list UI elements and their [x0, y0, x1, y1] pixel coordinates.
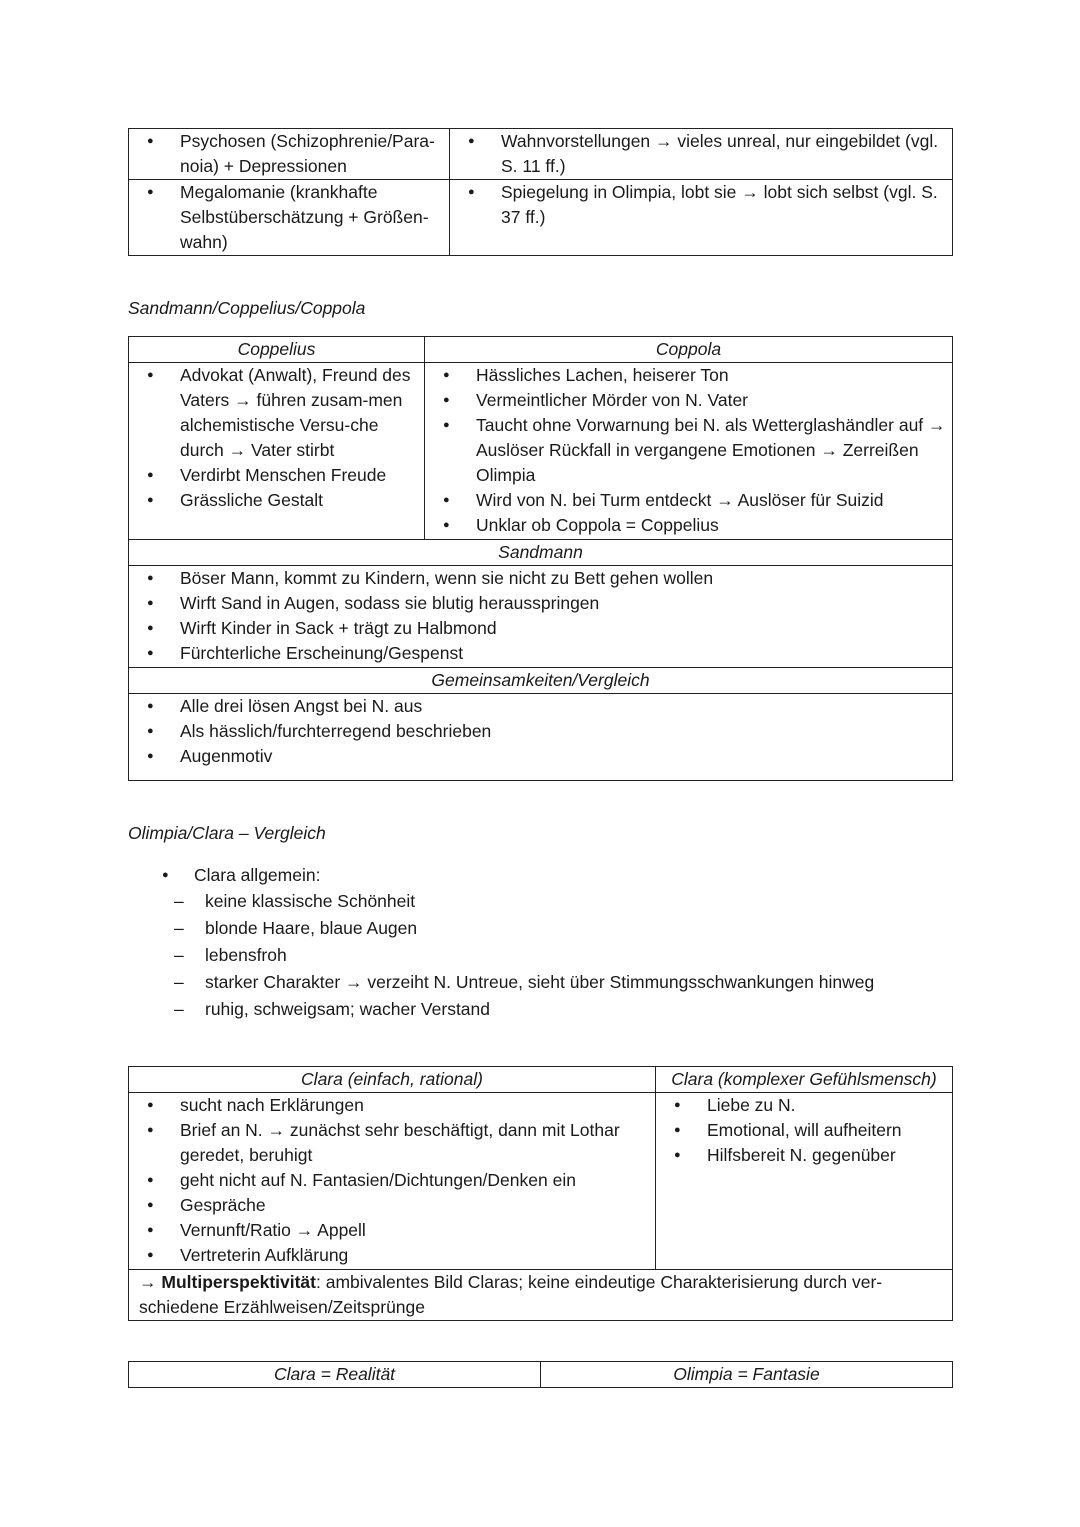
list-item: ● sucht nach Erklärungen [129, 1093, 655, 1118]
table-header-row [129, 668, 953, 694]
list-item: ● Wirft Sand in Augen, sodass sie blutig herausspringen [129, 591, 952, 616]
list-item: ● Als hässlich/furchterregend beschrieben [129, 719, 952, 744]
list-item: ● Emotional, will aufheitern [656, 1118, 952, 1143]
list-item: ● Hilfsbereit N. gegenüber [656, 1143, 952, 1168]
list-item: ● Vertreterin Aufklärung [129, 1243, 655, 1268]
conclusion-cell [129, 1270, 953, 1321]
list-item: ● Augenmotiv [129, 744, 952, 769]
table-row [129, 1093, 953, 1270]
clara-general [128, 863, 952, 1024]
list-item: – blonde Haare, blaue Augen [128, 916, 952, 943]
list-item: ● Gespräche [129, 1193, 655, 1218]
list-item: ● Psychosen (Schizophrenie/Para-noia) + Depressionen [129, 129, 449, 179]
section-heading-olimpia-clara: Olimpia/Clara – Vergleich [128, 823, 326, 843]
list-item: ● Hässliches Lachen, heiserer Ton [425, 363, 952, 388]
table-row [129, 180, 953, 256]
clara-reality-label: Clara = Realität [129, 1362, 541, 1388]
list-item: ● Wirft Kinder in Sack + trägt zu Halbmond [129, 616, 952, 641]
list-item: ● Verdirbt Menschen Freude [129, 463, 424, 488]
list-item: ● geht nicht auf N. Fantasien/Dichtungen/Denken ein [129, 1168, 655, 1193]
section-heading-sandmann: Sandmann/Coppelius/Coppola [128, 298, 366, 318]
list-item: – starker Charakter → verzeiht N. Untreue, sieht über Stimmungsschwankungen hinweg [128, 970, 952, 997]
bullet-icon: ● [162, 869, 169, 881]
olimpia-fantasy-label: Olimpia = Fantasie [541, 1362, 953, 1388]
coppelius-header: Coppelius [129, 337, 425, 363]
list-item: ● Unklar ob Coppola = Coppelius [425, 513, 952, 538]
list-item: ● Wahnvorstellungen → vieles unreal, nur eingebildet (vgl. S. 11 ff.) [450, 129, 952, 179]
list-item: – ruhig, schweigsam; wacher Verstand [128, 997, 952, 1024]
clara-emotional-header: Clara (komplexer Gefühlsmensch) [656, 1067, 953, 1093]
table-header-row [129, 337, 953, 363]
clara-general-label-row [128, 863, 952, 889]
table-row [129, 694, 953, 781]
clara-rational-header: Clara (einfach, rational) [129, 1067, 656, 1093]
list-item: ● Advokat (Anwalt), Freund des Vaters → führen zusam-men alchemistische Versu-che durch → Vater stirbt [129, 363, 424, 463]
list-item: ● Taucht ohne Vorwarnung bei N. als Wetterglashändler auf → Auslöser Rückfall in vergangene Emotionen → Zerreißen Olimpia [425, 413, 952, 488]
list-item: ● Spiegelung in Olimpia, lobt sie → lobt sich selbst (vgl. S. 37 ff.) [450, 180, 952, 230]
clara-general-label: Clara allgemein: [194, 865, 321, 885]
list-item: ● Liebe zu N. [656, 1093, 952, 1118]
table-row [129, 363, 953, 540]
table-header-row [129, 1067, 953, 1093]
psyche-table [128, 128, 953, 256]
sandmann-header: Sandmann [129, 540, 953, 566]
list-item: ● Vernunft/Ratio → Appell [129, 1218, 655, 1243]
coppola-header: Coppola [425, 337, 953, 363]
list-item: – keine klassische Schönheit [128, 889, 952, 916]
common-header: Gemeinsamkeiten/Vergleich [129, 668, 953, 694]
table-row [129, 566, 953, 668]
clara-table [128, 1066, 953, 1321]
table-header-row [129, 1362, 953, 1388]
conclusion-text: : ambivalentes Bild Claras; keine eindeutige Charakterisierung durch ver-schiedene Erzählweisen/Zeitsprünge [139, 1272, 883, 1317]
reality-fantasy-table [128, 1361, 953, 1388]
list-item: ● Alle drei lösen Angst bei N. aus [129, 694, 952, 719]
table-row [129, 1270, 953, 1321]
conclusion-keyword: Multiperspektivität [161, 1272, 316, 1292]
list-item: ● Wird von N. bei Turm entdeckt → Auslöser für Suizid [425, 488, 952, 513]
list-item: ● Brief an N. → zunächst sehr beschäftigt, dann mit Lothar geredet, beruhigt [129, 1118, 655, 1168]
list-item: ● Megalomanie (krankhafte Selbstüberschätzung + Größen-wahn) [129, 180, 449, 255]
table-header-row [129, 540, 953, 566]
list-item: ● Fürchterliche Erscheinung/Gespenst [129, 641, 952, 666]
list-item: ● Vermeintlicher Mörder von N. Vater [425, 388, 952, 413]
list-item: ● Grässliche Gestalt [129, 488, 424, 513]
table-row [129, 129, 953, 180]
list-item: – lebensfroh [128, 943, 952, 970]
list-item: ● Böser Mann, kommt zu Kindern, wenn sie nicht zu Bett gehen wollen [129, 566, 952, 591]
arrow-icon: → [139, 1272, 157, 1292]
characters-table [128, 336, 953, 781]
